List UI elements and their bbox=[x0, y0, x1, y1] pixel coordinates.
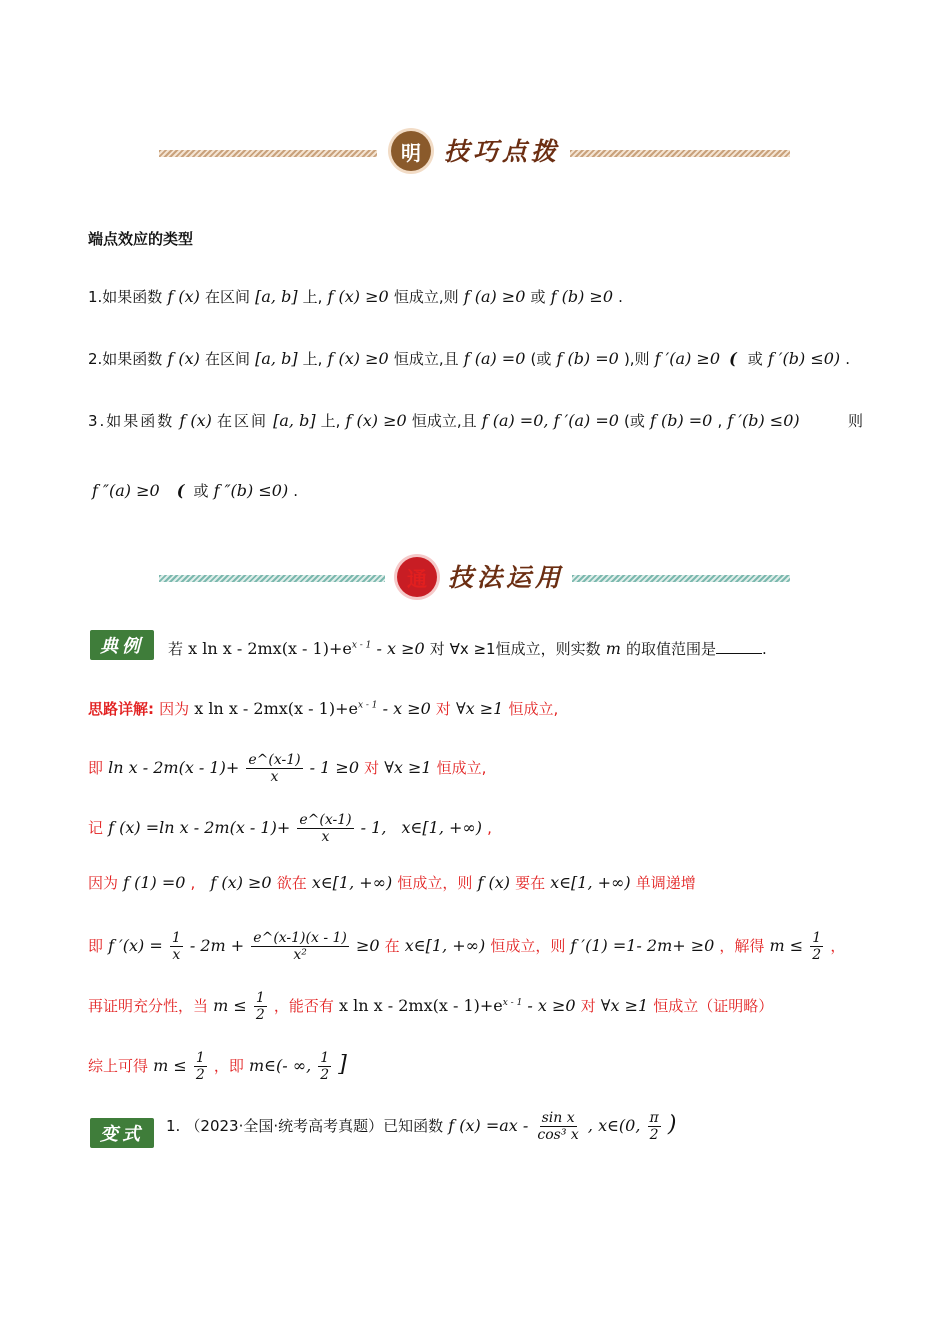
item-function: f (x) bbox=[179, 411, 212, 430]
item-prefix: 1.如果函数 bbox=[88, 288, 163, 306]
answer-blank bbox=[716, 653, 762, 654]
solution-label: 思路详解: bbox=[88, 700, 154, 718]
item-condition: f (b) =0 bbox=[649, 411, 713, 430]
solution-text: 欲在 bbox=[276, 874, 307, 892]
solution-math: f (x) bbox=[477, 873, 510, 892]
ming-seal-icon: 明 bbox=[391, 131, 431, 171]
solution-text: 对 bbox=[580, 997, 596, 1016]
example-tag: 典例 bbox=[90, 630, 154, 660]
solution-text: 即 bbox=[88, 937, 104, 956]
solution-text: 即 bbox=[88, 759, 104, 778]
solution-text: 单调递增 bbox=[635, 874, 696, 892]
solution-fraction bbox=[246, 752, 302, 785]
item-text: 上, bbox=[302, 288, 323, 306]
item-condition: f (a) =0, f ′(a) =0 bbox=[481, 411, 619, 430]
fraction-denominator: x bbox=[270, 769, 279, 786]
solution-line-5 bbox=[88, 930, 845, 963]
fraction-numerator: 1 bbox=[195, 1050, 205, 1066]
solution-line-4 bbox=[88, 872, 696, 893]
banner-rule-right bbox=[570, 150, 790, 157]
fraction-numerator: 1 bbox=[812, 930, 822, 946]
solution-text: 对 bbox=[364, 759, 380, 778]
item-text: . bbox=[618, 288, 623, 306]
solution-fraction bbox=[810, 930, 823, 963]
fraction-denominator: x bbox=[172, 947, 181, 964]
item-text: 则 bbox=[847, 412, 863, 430]
solution-math: x∈[1, +∞) bbox=[404, 936, 486, 956]
solution-math: - 1, bbox=[360, 818, 387, 838]
item-condition: f (x) ≥0 bbox=[345, 411, 407, 430]
example-text: 的取值范围是 bbox=[625, 640, 716, 658]
solution-math: f (1) =0 bbox=[123, 873, 186, 892]
solution-math: m ≤ bbox=[213, 996, 247, 1016]
solution-fraction bbox=[297, 812, 353, 845]
item-prefix: 2.如果函数 bbox=[88, 350, 163, 368]
item-text: 恒成立,且 bbox=[393, 350, 459, 368]
item-condition: f (x) ≥0 bbox=[327, 349, 389, 368]
item-text: 在区间 bbox=[217, 412, 269, 430]
solution-math: ∀x ≥1 bbox=[456, 699, 504, 718]
variant-source: （2023·全国·统考高考真题）已知函数 bbox=[185, 1117, 444, 1136]
solution-math: - 2m + bbox=[189, 936, 245, 956]
variant-number: 1. bbox=[166, 1117, 181, 1136]
fraction-numerator: e^(x-1)(x - 1) bbox=[253, 930, 347, 946]
item-text: 恒成立,且 bbox=[411, 412, 477, 430]
banner-rule-right bbox=[572, 575, 790, 582]
solution-math: x ln x - 2mx(x - 1)+e bbox=[339, 996, 503, 1016]
solution-math: m ≤ bbox=[153, 1056, 187, 1076]
item-text: 在区间 bbox=[205, 288, 251, 306]
item-text: 在区间 bbox=[205, 350, 251, 368]
solution-math: ∀x ≥1 bbox=[600, 996, 649, 1016]
item-interval: [a, b] bbox=[255, 349, 298, 368]
solution-math: f ′(1) =1- 2m+ ≥0 bbox=[570, 936, 715, 956]
fraction-numerator: 1 bbox=[320, 1050, 330, 1066]
item-result: f ″(b) ≤0) bbox=[213, 481, 289, 500]
item-text: 上, bbox=[302, 350, 323, 368]
solution-exponent: x - 1 bbox=[502, 997, 523, 1008]
fraction-numerator: e^(x-1) bbox=[248, 752, 301, 768]
solution-text: ，即 bbox=[213, 1057, 244, 1076]
example-text: 若 bbox=[168, 640, 184, 658]
solution-text: 记 bbox=[88, 819, 104, 838]
item-text: . bbox=[293, 482, 299, 500]
solution-text: 恒成立（证明略） bbox=[653, 997, 774, 1016]
rule-item-1 bbox=[88, 286, 623, 307]
example-inequality: x ln x - 2mx(x - 1)+e bbox=[188, 639, 352, 658]
fraction-denominator: 2 bbox=[195, 1067, 205, 1084]
item-text: 或 bbox=[193, 482, 209, 500]
solution-text: ， bbox=[830, 937, 846, 956]
item-text: ),则 bbox=[623, 350, 650, 368]
rule-item-2 bbox=[88, 348, 850, 369]
solution-math: - x ≥0 bbox=[382, 699, 431, 718]
solution-fraction bbox=[254, 990, 267, 1023]
solution-text: ，解得 bbox=[719, 937, 765, 956]
item-condition: f (b) =0 bbox=[556, 349, 619, 368]
variant-math: , x∈(0, bbox=[587, 1116, 641, 1136]
solution-line-2 bbox=[88, 752, 486, 785]
solution-math: - 1 ≥0 bbox=[309, 758, 360, 778]
solution-text: 恒成立，则 bbox=[397, 874, 473, 892]
banner-rule-left bbox=[159, 575, 385, 582]
solution-math: f (x) =ln x - 2m(x - 1)+ bbox=[108, 818, 291, 838]
example-text: . bbox=[761, 640, 767, 658]
solution-fraction bbox=[170, 930, 183, 963]
solution-math: x ln x - 2mx(x - 1)+e bbox=[194, 699, 358, 718]
solution-math: m∈(- ∞, bbox=[249, 1056, 312, 1076]
banner-rule-left bbox=[159, 150, 377, 157]
item-text: 恒成立,则 bbox=[393, 288, 459, 306]
fraction-denominator: 2 bbox=[320, 1067, 330, 1084]
item-result: f (a) ≥0 bbox=[463, 287, 526, 306]
item-condition: f ′(b) ≤0) bbox=[727, 411, 800, 430]
solution-text: 综上可得 bbox=[88, 1057, 149, 1076]
fraction-denominator: 2 bbox=[255, 1007, 265, 1024]
solution-math: x∈[1, +∞) bbox=[311, 873, 393, 892]
item-result: f (b) ≥0 bbox=[550, 287, 613, 306]
solution-math: ln x - 2m(x - 1)+ bbox=[108, 758, 240, 778]
section-heading: 端点效应的类型 bbox=[88, 230, 194, 248]
solution-text: 因为 bbox=[88, 874, 119, 892]
solution-exponent: x - 1 bbox=[357, 700, 378, 711]
item-interval: [a, b] bbox=[273, 411, 316, 430]
item-text: 上, bbox=[320, 412, 341, 430]
variant-math: ) bbox=[667, 1112, 677, 1138]
solution-line-7 bbox=[88, 1050, 347, 1083]
example-text: 对 ∀x ≥1恒成立，则实数 bbox=[429, 640, 601, 658]
solution-text: 对 bbox=[435, 700, 451, 718]
solution-text: , bbox=[487, 819, 492, 838]
item-prefix: 3.如果函数 bbox=[88, 412, 175, 430]
solution-text: ，能否有 bbox=[273, 997, 334, 1016]
fraction-numerator: sin x bbox=[541, 1110, 575, 1126]
item-text: . bbox=[845, 350, 851, 368]
fraction-denominator: 2 bbox=[649, 1127, 659, 1144]
example-problem bbox=[168, 638, 767, 659]
item-condition: f (a) =0 bbox=[463, 349, 526, 368]
item-text: (或 bbox=[624, 412, 645, 430]
item-text: (或 bbox=[530, 350, 552, 368]
banner-title-application: 技法运用 bbox=[448, 563, 565, 592]
fraction-denominator: x² bbox=[293, 947, 307, 964]
item-result: f ′(b) ≤0) bbox=[767, 349, 841, 368]
solution-fraction bbox=[318, 1050, 331, 1083]
item-function: f (x) bbox=[167, 349, 200, 368]
item-text: 或 bbox=[747, 350, 763, 368]
solution-math: x∈[1, +∞) bbox=[550, 873, 631, 892]
solution-text: 恒成立, bbox=[436, 759, 487, 778]
example-inequality-tail: - x ≥0 bbox=[376, 639, 425, 658]
fraction-numerator: e^(x-1) bbox=[299, 812, 352, 828]
example-var: m bbox=[605, 639, 621, 658]
item-result: f ′(a) ≥0 bbox=[654, 349, 720, 368]
item-condition: f (x) ≥0 bbox=[327, 287, 389, 306]
solution-text: 要在 bbox=[515, 874, 546, 892]
solution-math: - x ≥0 bbox=[527, 996, 576, 1016]
solution-text: 因为 bbox=[159, 700, 190, 718]
solution-line-3 bbox=[88, 812, 492, 845]
variant-fraction bbox=[648, 1110, 661, 1143]
solution-math: ] bbox=[338, 1052, 347, 1078]
rule-item-3-continued bbox=[92, 480, 298, 501]
item-function: f (x) bbox=[167, 287, 200, 306]
solution-fraction bbox=[194, 1050, 207, 1083]
fraction-denominator: x bbox=[321, 829, 330, 846]
solution-text: 在 bbox=[384, 937, 400, 956]
solution-text: 恒成立，则 bbox=[490, 937, 566, 956]
rule-item-3 bbox=[88, 410, 863, 431]
solution-text: , bbox=[190, 874, 196, 892]
item-text: , bbox=[717, 412, 723, 430]
solution-line-1 bbox=[88, 698, 558, 719]
item-paren: ( bbox=[176, 481, 185, 500]
solution-fraction bbox=[251, 930, 349, 963]
solution-math: f (x) ≥0 bbox=[210, 873, 272, 892]
variant-fraction bbox=[535, 1110, 580, 1143]
solution-math: ∀x ≥1 bbox=[384, 758, 432, 778]
fraction-numerator: 1 bbox=[171, 930, 181, 946]
banner-title-skills: 技巧点拨 bbox=[444, 137, 561, 166]
solution-math: f ′(x) = bbox=[108, 936, 163, 956]
fraction-denominator: cos³ x bbox=[537, 1127, 579, 1144]
solution-text: 再证明充分性，当 bbox=[88, 997, 209, 1016]
item-paren: ( bbox=[729, 349, 737, 368]
example-exponent: x - 1 bbox=[351, 640, 372, 651]
item-text: 或 bbox=[530, 288, 546, 306]
solution-math: ≥0 bbox=[355, 936, 380, 956]
fraction-numerator: 1 bbox=[255, 990, 265, 1006]
variant-math: f (x) =ax - bbox=[448, 1116, 529, 1136]
solution-math: m ≤ bbox=[769, 936, 804, 956]
variant-tag: 变式 bbox=[90, 1118, 154, 1148]
solution-line-6 bbox=[88, 990, 773, 1023]
variant-problem bbox=[166, 1110, 676, 1143]
solution-text: 恒成立, bbox=[508, 700, 559, 718]
fraction-denominator: 2 bbox=[812, 947, 822, 964]
tong-seal-icon: 通 bbox=[397, 557, 437, 597]
item-interval: [a, b] bbox=[255, 287, 298, 306]
item-result: f ″(a) ≥0 bbox=[92, 481, 160, 500]
fraction-numerator: π bbox=[649, 1110, 659, 1126]
solution-domain: x∈[1, +∞) bbox=[401, 818, 482, 838]
